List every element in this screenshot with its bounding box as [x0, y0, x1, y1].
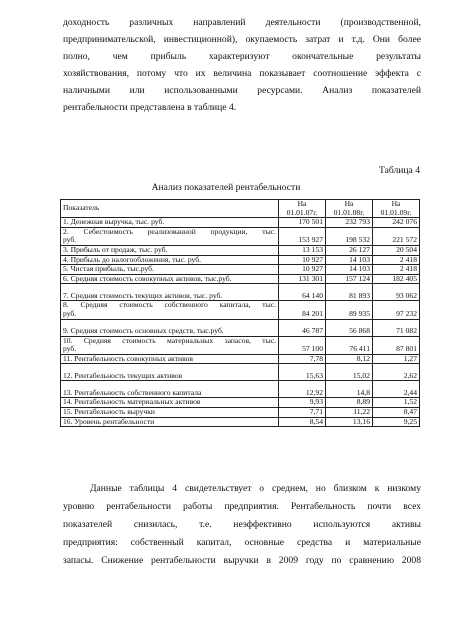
row-indicator-name: 1. Денежная выручка, тыс. руб.	[61, 218, 279, 228]
row-value: 8,47	[373, 407, 420, 417]
conclusion-line: предприятия: собственный капитал, основные средства и материальные	[63, 537, 421, 548]
table-row	[61, 336, 420, 354]
table-row	[61, 381, 420, 398]
row-value: 221 572	[373, 227, 420, 245]
row-indicator-name: 4. Прибыль до налогообложения, тыс. руб.	[61, 255, 279, 265]
row-value: 81 893	[326, 284, 373, 301]
row-value: 153 927	[279, 227, 326, 245]
header-year-2008: На 01.01.08г.	[326, 200, 373, 218]
row-value: 8,12	[326, 354, 373, 364]
table-row	[61, 319, 420, 336]
row-value: 157 124	[326, 274, 373, 284]
intro-paragraph	[63, 14, 421, 116]
row-value: 64 140	[279, 284, 326, 301]
conclusion-line: уровню рентабельности работы предприятия. Рентабельность почти всех	[63, 501, 421, 512]
header-indicator: Показатель	[61, 200, 279, 218]
row-value: 15,02	[326, 364, 373, 381]
row-value: 57 100	[279, 336, 326, 354]
row-indicator-name: 7. Средняя стоимость текущих активов, тыс. руб.	[61, 284, 279, 301]
row-indicator-name: 12. Рентабельность текущих активов	[61, 364, 279, 381]
intro-line: хозяйствования, потому что их величина показывает соотношение эффекта с	[63, 68, 421, 79]
row-value: 13 153	[279, 245, 326, 255]
row-value: 46 787	[279, 319, 326, 336]
row-value: 26 127	[326, 245, 373, 255]
table-label: Таблица 4	[378, 165, 420, 176]
row-indicator-name: 8. Средняя стоимость собственного капитала, тыс. руб.	[61, 301, 279, 319]
row-value: 56 868	[326, 319, 373, 336]
row-indicator-name: 6. Средняя стоимость совокупных активов, тыс.руб.	[61, 274, 279, 284]
table-row	[61, 227, 420, 245]
table-row	[61, 218, 420, 228]
row-value: 7,71	[279, 407, 326, 417]
row-indicator-name: 15. Рентабельность выручки	[61, 407, 279, 417]
table-row	[61, 265, 420, 275]
row-value: 2 418	[373, 265, 420, 275]
row-value: 13,16	[326, 417, 373, 427]
intro-line: рентабельности представлена в таблице 4.	[63, 102, 237, 113]
row-value: 97 232	[373, 301, 420, 319]
conclusion-line: показателей снизилась, т.е. неэффективно используются активы	[63, 519, 421, 530]
row-value: 10 927	[279, 265, 326, 275]
row-value: 87 801	[373, 336, 420, 354]
row-value: 71 082	[373, 319, 420, 336]
row-value: 8,54	[279, 417, 326, 427]
row-value: 14 103	[326, 265, 373, 275]
row-value: 242 076	[373, 218, 420, 228]
table-row	[61, 354, 420, 364]
table-row	[61, 274, 420, 284]
row-indicator-name: 9. Средняя стоимость основных средств, тыс.руб.	[61, 319, 279, 336]
row-indicator-name: 5. Чистая прибыль, тыс.руб.	[61, 265, 279, 275]
intro-line: наличными или использованными ресурсами. Анализ показателей	[63, 85, 421, 96]
row-value: 1,52	[373, 398, 420, 408]
table-row	[61, 301, 420, 319]
row-value: 14 103	[326, 255, 373, 265]
row-value: 2,44	[373, 381, 420, 398]
row-value: 170 501	[279, 218, 326, 228]
table-row	[61, 407, 420, 417]
conclusion-line: Данные таблицы 4 свидетельствует о среднем, но близком к низкому	[90, 483, 421, 494]
row-value: 76 411	[326, 336, 373, 354]
row-indicator-name: 16. Уровень рентабельности	[61, 417, 279, 427]
row-value: 93 062	[373, 284, 420, 301]
conclusion-paragraph	[63, 480, 421, 570]
intro-line: доходность различных направлений деятельности (производственной,	[63, 17, 421, 28]
row-indicator-name: 13. Рентабельность собственного капитала	[61, 381, 279, 398]
conclusion-line: запасы. Снижение рентабельности выручки в 2009 году по сравнению 2008	[63, 555, 421, 566]
table-row	[61, 284, 420, 301]
row-value: 232 793	[326, 218, 373, 228]
row-indicator-name: 2. Себестоимость реализованной продукции, тыс. руб.	[61, 227, 279, 245]
row-value: 89 935	[326, 301, 373, 319]
row-value: 182 405	[373, 274, 420, 284]
table-body	[61, 218, 420, 427]
intro-line: предпринимательской, инвестиционной), окупаемость затрат и т.д. Они более	[63, 34, 421, 45]
row-value: 131 301	[279, 274, 326, 284]
row-value: 2,62	[373, 364, 420, 381]
row-value: 84 201	[279, 301, 326, 319]
row-value: 10 927	[279, 255, 326, 265]
table-row	[61, 245, 420, 255]
table-row	[61, 398, 420, 408]
row-value: 1,27	[373, 354, 420, 364]
row-indicator-name: 11. Рентабельность совокупных активов	[61, 354, 279, 364]
table-row	[61, 364, 420, 381]
row-value: 2 418	[373, 255, 420, 265]
table-row	[61, 417, 420, 427]
row-value: 198 532	[326, 227, 373, 245]
row-value: 20 504	[373, 245, 420, 255]
row-value: 15,63	[279, 364, 326, 381]
row-value: 9,25	[373, 417, 420, 427]
table-header-row	[61, 200, 420, 218]
row-value: 14,8	[326, 381, 373, 398]
row-indicator-name: 10. Средняя стоимость материальных запасов, тыс. руб.	[61, 336, 279, 354]
table-title: Анализ показателей рентабельности	[151, 182, 301, 193]
header-year-2009: На 01.01.09г.	[373, 200, 420, 218]
header-year-2007: На 01.01.07г.	[279, 200, 326, 218]
row-value: 9,93	[279, 398, 326, 408]
intro-line: полно, чем прибыль характеризуют окончательные результаты	[63, 51, 421, 62]
row-value: 8,89	[326, 398, 373, 408]
row-value: 12,92	[279, 381, 326, 398]
row-indicator-name: 14. Рентабельность материальных активов	[61, 398, 279, 408]
row-value: 7,78	[279, 354, 326, 364]
row-value: 11,22	[326, 407, 373, 417]
rentability-table	[60, 199, 420, 427]
row-indicator-name: 3. Прибыль от продаж, тыс. руб.	[61, 245, 279, 255]
